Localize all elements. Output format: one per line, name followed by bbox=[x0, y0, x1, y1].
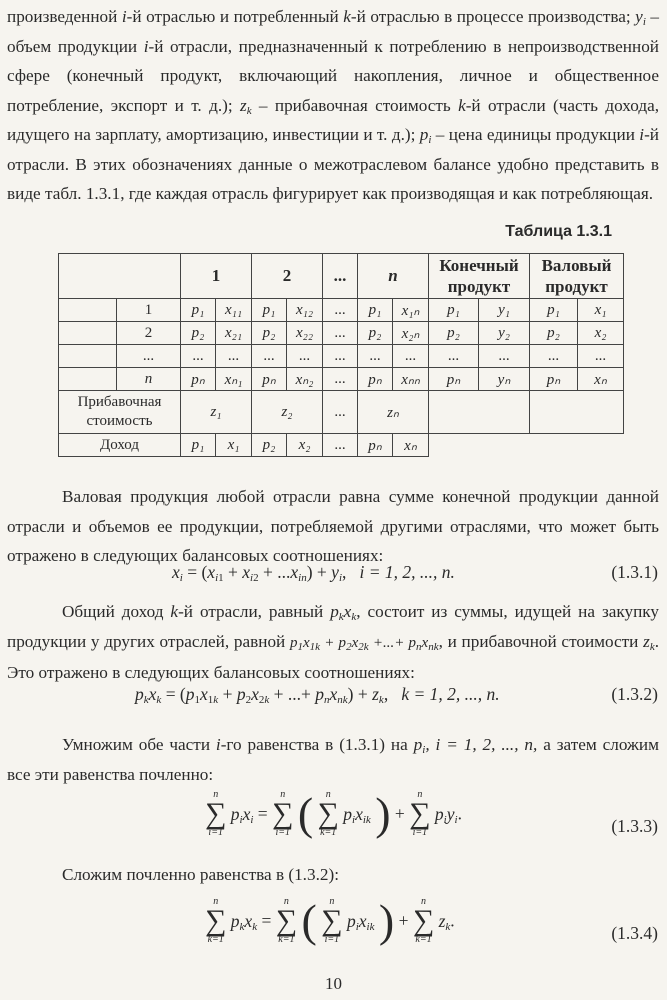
paragraph-sum: Сложим почленно равенства в (1.3.2): bbox=[62, 865, 339, 884]
text-span: -й отрасли, равный bbox=[178, 602, 331, 621]
table-cell: p₂ bbox=[530, 322, 578, 345]
table-cell: xₙ bbox=[578, 368, 624, 391]
table-cell: pₙ bbox=[252, 368, 287, 391]
equation-1-3-1 bbox=[0, 560, 667, 590]
math-y-i: $y_i$ bbox=[635, 7, 646, 28]
table-cell: p₁ bbox=[181, 434, 216, 457]
table-cell: x₂₂ bbox=[287, 322, 323, 345]
table-cell: p₂ bbox=[181, 322, 216, 345]
table-cell: p₂ bbox=[429, 322, 479, 345]
table-cell bbox=[530, 391, 624, 434]
text-span: i bbox=[215, 735, 221, 754]
text-span: i bbox=[143, 36, 149, 56]
text-span: -й отраслью в процессе производства; bbox=[350, 7, 636, 26]
table-corner-cell bbox=[59, 254, 181, 299]
table-cell: x₂ bbox=[578, 322, 624, 345]
table-cell: ... bbox=[530, 345, 578, 368]
table-cell: yₙ bbox=[479, 368, 530, 391]
equation-number: (1.3.3) bbox=[611, 816, 658, 836]
table-header-cell: Конечный продукт bbox=[429, 254, 530, 299]
text-span: а затем сложим все эти равенства почленно: bbox=[7, 735, 659, 784]
table-cell: p₂ bbox=[252, 434, 287, 457]
table-cell bbox=[59, 368, 117, 391]
table-cell: xₙₙ bbox=[393, 368, 429, 391]
paragraph-income bbox=[7, 597, 659, 688]
text-span: – цена единицы продукции bbox=[431, 125, 640, 144]
table-cell: ... bbox=[323, 434, 358, 457]
equation-number: (1.3.1) bbox=[611, 562, 658, 582]
text-span: , и прибавочной стоимости bbox=[438, 631, 644, 651]
text-span: , состоит из суммы, идущей на закупку продукции у других отраслей, равной bbox=[7, 602, 659, 651]
table-cell bbox=[59, 345, 117, 368]
text-span: , i = 1, 2, ..., n, bbox=[425, 735, 538, 754]
equation-expression: $x_i = (x_{i1} + x_{i2} + ...x_{in}) + y_i$, i = 1, 2, ..., n. bbox=[172, 562, 455, 584]
table-cell: x₁ bbox=[578, 299, 624, 322]
table-row-label: 1 bbox=[117, 299, 181, 322]
text-span: – прибавочная стоимость bbox=[251, 95, 459, 115]
table-cell bbox=[59, 322, 117, 345]
table-row bbox=[59, 299, 624, 322]
table-cell: p₁ bbox=[530, 299, 578, 322]
text-span: k bbox=[458, 95, 466, 115]
equation-number: (1.3.2) bbox=[611, 684, 658, 704]
text-span: -й отраслью и потребленный bbox=[126, 7, 344, 26]
table-cell: z₁ bbox=[181, 391, 252, 434]
text-span: k bbox=[343, 7, 351, 26]
table-cell: p₁ bbox=[252, 299, 287, 322]
text-span: произведенной bbox=[7, 7, 122, 26]
text-span: k bbox=[170, 602, 179, 621]
text-span: Общий доход bbox=[62, 602, 171, 621]
table-cell: zₙ bbox=[358, 391, 429, 434]
table-cell: ... bbox=[323, 391, 358, 434]
table-cell: ... bbox=[358, 345, 393, 368]
table-cell bbox=[59, 299, 117, 322]
table-cell: x₁ₙ bbox=[393, 299, 429, 322]
table-cell: p₁ bbox=[358, 299, 393, 322]
table-cell: p₁ bbox=[181, 299, 216, 322]
text-span: i bbox=[639, 125, 645, 144]
table-cell bbox=[429, 434, 530, 457]
text-span: Умножим обе части bbox=[62, 735, 216, 754]
text-span: -й отрасли, предназначенный к потреблению в непроизводственной сфере (конечный продукт, включающий накопления, личное и общественное потребление, экспорт и т. д.); bbox=[7, 36, 659, 115]
table-header-cell: 2 bbox=[252, 254, 323, 299]
math-z-k: $z_k$ bbox=[239, 95, 252, 117]
text-span: -й отрасли. В этих обозначениях данные о межотраслевом балансе удобно представить в виде табл. 1.3.1, где каждая отрасль фигурирует как производящая и как потребляющая. bbox=[7, 125, 659, 203]
equation-expression: n ∑ i=1 $p_ix_i$ = n ∑ i=1 ( n ∑ k=1 $p_ix_{ik}$ ) + n ∑ i=1 $p_iy_i$. bbox=[205, 788, 462, 839]
paragraph-multiply bbox=[7, 730, 659, 789]
table-cell: xₙ₂ bbox=[287, 368, 323, 391]
math-z-k: $z_k$ bbox=[643, 631, 655, 653]
table-header-cell: n bbox=[358, 254, 429, 299]
table-row-label: Прибавочная стоимость bbox=[59, 391, 181, 434]
table-cell: ... bbox=[323, 345, 358, 368]
table-row-label: 2 bbox=[117, 322, 181, 345]
table-cell: p₁ bbox=[429, 299, 479, 322]
table-cell: pₙ bbox=[530, 368, 578, 391]
table-row-income bbox=[59, 434, 624, 457]
math-p-i: $p_i$ bbox=[419, 125, 432, 146]
page-number: 10 bbox=[325, 974, 342, 993]
table-cell: x₂ₙ bbox=[393, 322, 429, 345]
table-cell: x₂₁ bbox=[216, 322, 252, 345]
table-cell: pₙ bbox=[358, 434, 393, 457]
table-row bbox=[59, 345, 624, 368]
table-row bbox=[59, 368, 624, 391]
equation-1-3-2 bbox=[0, 682, 667, 712]
math-pk-xk: $p_kx_k$ bbox=[330, 602, 357, 623]
table-cell: p₂ bbox=[358, 322, 393, 345]
table-cell: p₂ bbox=[252, 322, 287, 345]
table-cell: pₙ bbox=[358, 368, 393, 391]
table-cell: x₂ bbox=[287, 434, 323, 457]
paragraph-gross-output: Валовая продукция любой отрасли равна сумме конечной продукции данной отрасли и объемов ее продукции, потребляемой другими отраслями, что может быть отражено в следующих балансовых соотношениях: bbox=[7, 487, 659, 565]
table-cell: x₁₂ bbox=[287, 299, 323, 322]
table-cell: y₂ bbox=[479, 322, 530, 345]
equation-expression: n ∑ k=1 $p_kx_k$ = n ∑ k=1 ( n ∑ i=1 $p_ix_{ik}$ ) + n ∑ k=1 $z_k$. bbox=[205, 895, 455, 946]
table-row-label: n bbox=[117, 368, 181, 391]
table-row bbox=[59, 322, 624, 345]
table-row-label: Доход bbox=[59, 434, 181, 457]
equation-expression: $p_kx_k = (p_1x_{1k} + p_2x_{2k}$ + ...+ $p_nx_{nk}) + z_k$, k = 1, 2, ..., n. bbox=[135, 684, 500, 706]
table-cell: pₙ bbox=[181, 368, 216, 391]
math-purchase-sum: $p_1x_{1k} + p_2x_{2k}$ +...+ $p_nx_{nk}$ bbox=[289, 634, 439, 653]
table-cell: x₁ bbox=[216, 434, 252, 457]
table-cell: ... bbox=[287, 345, 323, 368]
table-cell: z₂ bbox=[252, 391, 323, 434]
table-cell: pₙ bbox=[429, 368, 479, 391]
text-span: – объем продукции bbox=[7, 7, 659, 56]
text-span: -й отрасли (часть дохода, идущего на зарплату, амортизацию, инвестиции и т. д.); bbox=[7, 95, 659, 144]
table-cell: xₙ₁ bbox=[216, 368, 252, 391]
table-header-row bbox=[59, 254, 624, 299]
table-cell: ... bbox=[323, 368, 358, 391]
table-cell: ... bbox=[578, 345, 624, 368]
equation-1-3-4 bbox=[0, 897, 667, 967]
table-cell: ... bbox=[479, 345, 530, 368]
text-span: -го равенства в (1.3.1) на bbox=[220, 735, 414, 754]
balance-table bbox=[58, 253, 624, 457]
table-cell: ... bbox=[323, 322, 358, 345]
equation-tail: i = 1, 2, ..., n. bbox=[359, 562, 455, 582]
table-header-cell: ... bbox=[323, 254, 358, 299]
math-p-i: $p_i$ bbox=[413, 735, 426, 756]
table-row-label: ... bbox=[117, 345, 181, 368]
text-span: . Это отражено в следующих балансовых соотношениях: bbox=[7, 631, 660, 682]
table-cell: y₁ bbox=[479, 299, 530, 322]
table-cell bbox=[530, 434, 624, 457]
equation-1-3-3 bbox=[0, 790, 667, 860]
paragraph-notation bbox=[7, 2, 659, 209]
equation-tail: k = 1, 2, ..., n. bbox=[401, 684, 500, 704]
table-title: Таблица 1.3.1 bbox=[505, 223, 612, 240]
table-cell: ... bbox=[216, 345, 252, 368]
table-cell: ... bbox=[429, 345, 479, 368]
table-header-cell: 1 bbox=[181, 254, 252, 299]
text-span: i bbox=[121, 7, 127, 26]
table-cell: ... bbox=[252, 345, 287, 368]
table-cell: ... bbox=[393, 345, 429, 368]
table-header-cell: Валовый продукт bbox=[530, 254, 624, 299]
table-cell: x₁₁ bbox=[216, 299, 252, 322]
table-cell bbox=[429, 391, 530, 434]
table-cell: ... bbox=[323, 299, 358, 322]
table-cell: xₙ bbox=[393, 434, 429, 457]
equation-number: (1.3.4) bbox=[611, 923, 658, 943]
table-row-surplus bbox=[59, 391, 624, 434]
table-cell: ... bbox=[181, 345, 216, 368]
